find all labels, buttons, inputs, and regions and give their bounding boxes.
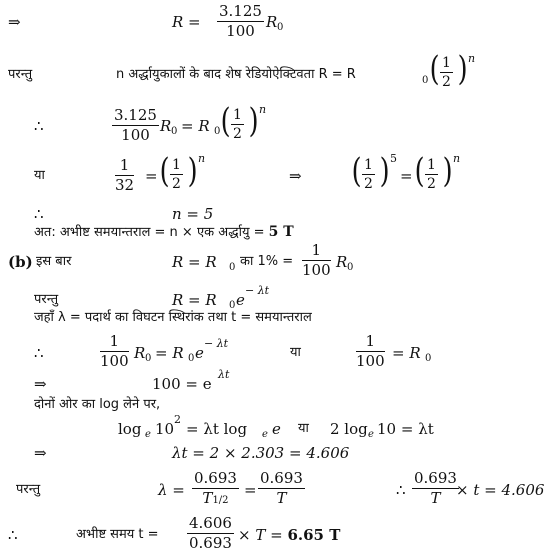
superscript: 2 <box>174 413 181 426</box>
statement-text: n अर्द्धायुकालों के बाद शेष रेडियोऐक्टिवता R = R <box>116 67 356 82</box>
equation-text: λt = 2 × 2.303 = 4.606 <box>172 444 350 462</box>
equation-text: e <box>272 420 281 438</box>
definition-text: जहाँ λ = पदार्थ का विघटन स्थिरांक तथा t = समयान्तराल <box>34 310 312 325</box>
label-parantu: परन्तु <box>8 67 33 82</box>
implies-symbol: ⇒ <box>289 167 302 185</box>
superscript: − λt <box>245 284 270 297</box>
fraction <box>112 108 159 143</box>
fraction <box>362 158 375 191</box>
denominator: 100 <box>100 352 129 370</box>
denominator: 2 <box>364 176 373 192</box>
equation-text: R = <box>172 13 201 31</box>
label-parantu: परन्तु <box>34 292 59 307</box>
equation-text: का 1% = <box>240 254 294 269</box>
fraction <box>302 243 331 278</box>
equation-text: = R <box>155 344 184 362</box>
equation-text: e <box>236 291 245 309</box>
equals: = <box>400 167 413 185</box>
subscript: e <box>262 429 268 440</box>
numerator: 4.606 <box>189 514 232 532</box>
denominator: 0.693 <box>189 534 232 552</box>
numerator: 3.125 <box>219 2 262 20</box>
therefore-symbol: ∴ <box>8 526 18 544</box>
numerator: 1 <box>115 158 134 176</box>
equation-text: R <box>160 117 172 135</box>
numerator: 1 <box>364 157 373 173</box>
superscript: n <box>453 152 461 165</box>
denominator <box>192 489 239 506</box>
equation-text: R = R <box>172 291 217 309</box>
equation-text: = λt log <box>186 420 248 438</box>
paren-close: ) <box>442 151 453 191</box>
fraction <box>192 471 239 506</box>
denominator: 2 <box>427 176 436 192</box>
label-parantu: परन्तु <box>16 482 41 497</box>
equation-text: R <box>266 13 278 31</box>
subscript: 0 <box>188 353 195 364</box>
equals: = <box>244 481 257 499</box>
superscript: 5 <box>390 152 397 165</box>
denominator: 2 <box>172 176 181 192</box>
numerator: 0.693 <box>260 469 303 487</box>
paren-open: ( <box>220 101 231 141</box>
implies-symbol: ⇒ <box>34 375 47 393</box>
equation-text: R <box>134 344 146 362</box>
equation-text: × T = <box>238 526 288 544</box>
numerator: 1 <box>172 157 181 173</box>
equation-text: = R <box>392 344 421 362</box>
label-ya: या <box>34 168 45 183</box>
denominator: 100 <box>226 22 255 40</box>
subscript: 0 <box>277 22 284 33</box>
superscript: n <box>259 103 267 116</box>
fraction <box>115 158 134 193</box>
paren-open: ( <box>351 151 362 191</box>
denominator: 100 <box>302 261 331 279</box>
superscript: λt <box>218 368 230 381</box>
superscript: − λt <box>204 337 229 350</box>
fraction <box>231 108 244 141</box>
final-answer: 6.65 T <box>287 526 341 544</box>
paren-close: ) <box>187 151 198 191</box>
equation-text: n = 5 <box>172 205 214 223</box>
fraction <box>217 4 264 39</box>
equation-text: λ = <box>158 481 185 499</box>
fraction <box>258 471 305 506</box>
equation-text: = R <box>181 117 210 135</box>
subscript: 0 <box>425 353 432 364</box>
equation-text: 100 = e <box>152 375 212 393</box>
equation-text: R = R <box>172 253 217 271</box>
denominator: T <box>430 489 441 507</box>
numerator: 0.693 <box>194 469 237 487</box>
therefore-symbol: ∴ <box>396 481 406 499</box>
subscript: 0 <box>145 353 152 364</box>
numerator: 1 <box>442 55 451 71</box>
label-ya: या <box>290 345 301 360</box>
result-text <box>34 225 294 239</box>
subscript: 0 <box>422 75 429 86</box>
step-text: दोनों ओर का log लेने पर, <box>34 397 161 412</box>
therefore-symbol: ∴ <box>34 205 44 223</box>
denominator: 100 <box>121 126 150 144</box>
denominator: 32 <box>115 176 135 194</box>
paren-open: ( <box>429 49 440 89</box>
paren-close: ) <box>248 101 259 141</box>
part-intro: इस बार <box>36 254 72 269</box>
period-symbol: T <box>202 489 213 507</box>
superscript: n <box>468 52 476 65</box>
result-label: अत: अभीष्ट समयान्तराल = n × एक अर्द्धायु = <box>34 225 269 240</box>
denominator: 2 <box>233 126 242 142</box>
equation-text: log <box>118 420 142 438</box>
subscript: 1/2 <box>212 495 229 506</box>
fraction <box>440 56 453 89</box>
numerator: 0.693 <box>414 469 457 487</box>
part-label: (b) <box>8 253 33 271</box>
subscript: e <box>145 429 151 440</box>
numerator: 1 <box>356 334 385 352</box>
denominator: T <box>276 489 287 507</box>
equation-text: 10 <box>155 420 175 438</box>
equation-text: × t = 4.606 <box>456 481 545 499</box>
paren-close: ) <box>457 49 468 89</box>
label-ya: या <box>298 421 309 436</box>
numerator: 1 <box>302 243 331 261</box>
final-text: अभीष्ट समय t = <box>76 527 159 542</box>
fraction <box>425 158 438 191</box>
superscript: n <box>198 152 206 165</box>
subscript: 0 <box>171 126 178 137</box>
fraction <box>356 334 385 369</box>
subscript: 0 <box>229 262 236 273</box>
numerator: 1 <box>427 157 436 173</box>
numerator: 1 <box>233 107 242 123</box>
result-value: 5 T <box>268 224 294 240</box>
therefore-symbol: ∴ <box>34 117 44 135</box>
subscript: e <box>368 429 374 440</box>
paren-open: ( <box>159 151 170 191</box>
paren-open: ( <box>414 151 425 191</box>
denominator: 100 <box>356 352 385 370</box>
fraction <box>100 334 129 369</box>
equals: = <box>145 167 158 185</box>
subscript: 0 <box>229 300 236 311</box>
denominator: 2 <box>442 74 451 90</box>
subscript: 0 <box>347 262 354 273</box>
fraction <box>170 158 183 191</box>
therefore-symbol: ∴ <box>34 344 44 362</box>
numerator: 3.125 <box>114 106 157 124</box>
equation-text: e <box>195 344 204 362</box>
numerator: 1 <box>100 334 129 352</box>
fraction <box>412 471 459 506</box>
implies-symbol: ⇒ <box>34 444 47 462</box>
implies-symbol: ⇒ <box>8 13 21 31</box>
equation-text: 10 = λt <box>377 420 434 438</box>
equation-text: 2 log <box>330 420 368 438</box>
paren-close: ) <box>379 151 390 191</box>
subscript: 0 <box>214 126 221 137</box>
equation-text: R <box>336 253 348 271</box>
final-equation <box>238 528 340 543</box>
fraction <box>187 516 234 551</box>
